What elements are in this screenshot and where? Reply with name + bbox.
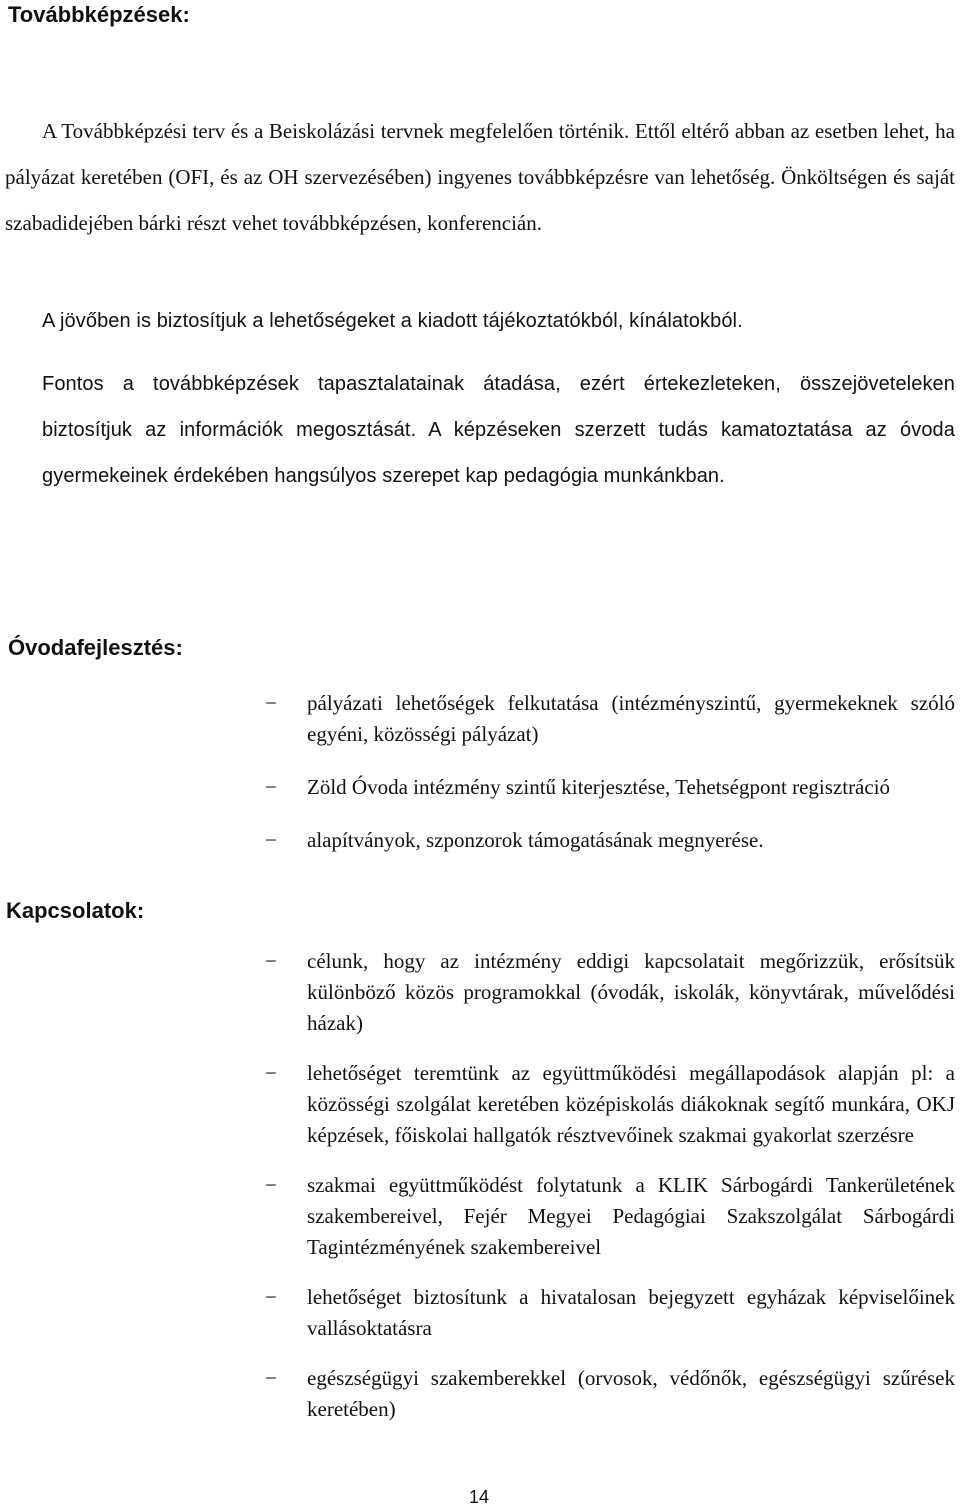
heading-kapcsolatok: Kapcsolatok: (6, 898, 145, 923)
dash-bullet: − (265, 1061, 277, 1085)
list-item (265, 1058, 955, 1151)
dash-bullet: − (265, 828, 277, 852)
list-kapcsolatok (265, 946, 955, 1425)
heading-tovabbkepzesek: Továbbképzések: (8, 2, 190, 27)
list-item-text: Zöld Óvoda intézmény szintű kiterjesztése, Tehetségpont regisztráció (307, 775, 891, 799)
list-ovodafejlesztes (265, 688, 955, 856)
dash-bullet: − (265, 1285, 277, 1309)
list-item-text: alapítványok, szponzorok támogatásának megnyerése. (307, 828, 764, 852)
page-number: 14 (469, 1487, 490, 1507)
list-item-text: szakmai együttműködést folytatunk a KLIK Sárbogárdi Tankerületének szakembereivel, Fejér Megyei Pedagógiai Szakszolgálat Sárbogárdi Tagintézményének szakembereivel (307, 1173, 955, 1259)
dash-bullet: − (265, 949, 277, 973)
list-item-text: célunk, hogy az intézmény eddigi kapcsolatait megőrizzük, erősítsük különböző közös programokkal (óvodák, iskolák, könyvtárak, művelődési házak) (307, 949, 955, 1035)
paragraph-jovoben: A jövőben is biztosítjuk a lehetőségeket a kiadott tájékoztatókból, kínálatokból. (42, 310, 743, 332)
dash-bullet: − (265, 775, 277, 799)
paragraph-tapasztalatok-atadasa: Fontos a továbbképzések tapasztalatainak átadása, ezért értekezleteken, összejöveteleken biztosítjuk az információk megosztását. A képzéseken szerzett tudás kamatoztatása az óvoda gyermekeinek érdekében hangsúlyos szerepet kap pedagógia munkánkban. (42, 373, 955, 487)
list-item-text: lehetőséget teremtünk az együttműködési megállapodások alapján pl: a közösségi szolgálat keretében középiskolás diákoknak segítő munkára, OKJ képzések, főiskolai hallgatók résztvevőinek szakmai gyakorlat szerzésre (307, 1061, 955, 1147)
list-item (265, 1363, 955, 1425)
dash-bullet: − (265, 691, 277, 715)
list-item (265, 772, 955, 803)
list-item (265, 825, 955, 856)
list-item (265, 1282, 955, 1344)
list-item-text: lehetőséget biztosítunk a hivatalosan bejegyzett egyházak képviselőinek vallásoktatásra (307, 1285, 955, 1340)
heading-ovodafejlesztes: Óvodafejlesztés: (8, 635, 183, 660)
paragraph-tovabbkepzesi-terv: A Továbbképzési terv és a Beiskolázási tervnek megfelelően történik. Ettől eltérő abban az esetben lehet, ha pályázat keretében (OFI, és az OH szervezésében) ingyenes továbbképzésre van lehetőség. Önköltségen és saját szabadidejében bárki részt vehet továbbképzésen, konferencián. (5, 119, 955, 235)
list-item (265, 1170, 955, 1263)
dash-bullet: − (265, 1173, 277, 1197)
list-item (265, 946, 955, 1039)
list-item-text: pályázati lehetőségek felkutatása (intézményszintű, gyermekeknek szóló egyéni, közösségi pályázat) (307, 691, 955, 746)
list-item (265, 688, 955, 750)
dash-bullet: − (265, 1366, 277, 1390)
list-item-text: egészségügyi szakemberekkel (orvosok, védőnők, egészségügyi szűrések keretében) (307, 1366, 955, 1421)
